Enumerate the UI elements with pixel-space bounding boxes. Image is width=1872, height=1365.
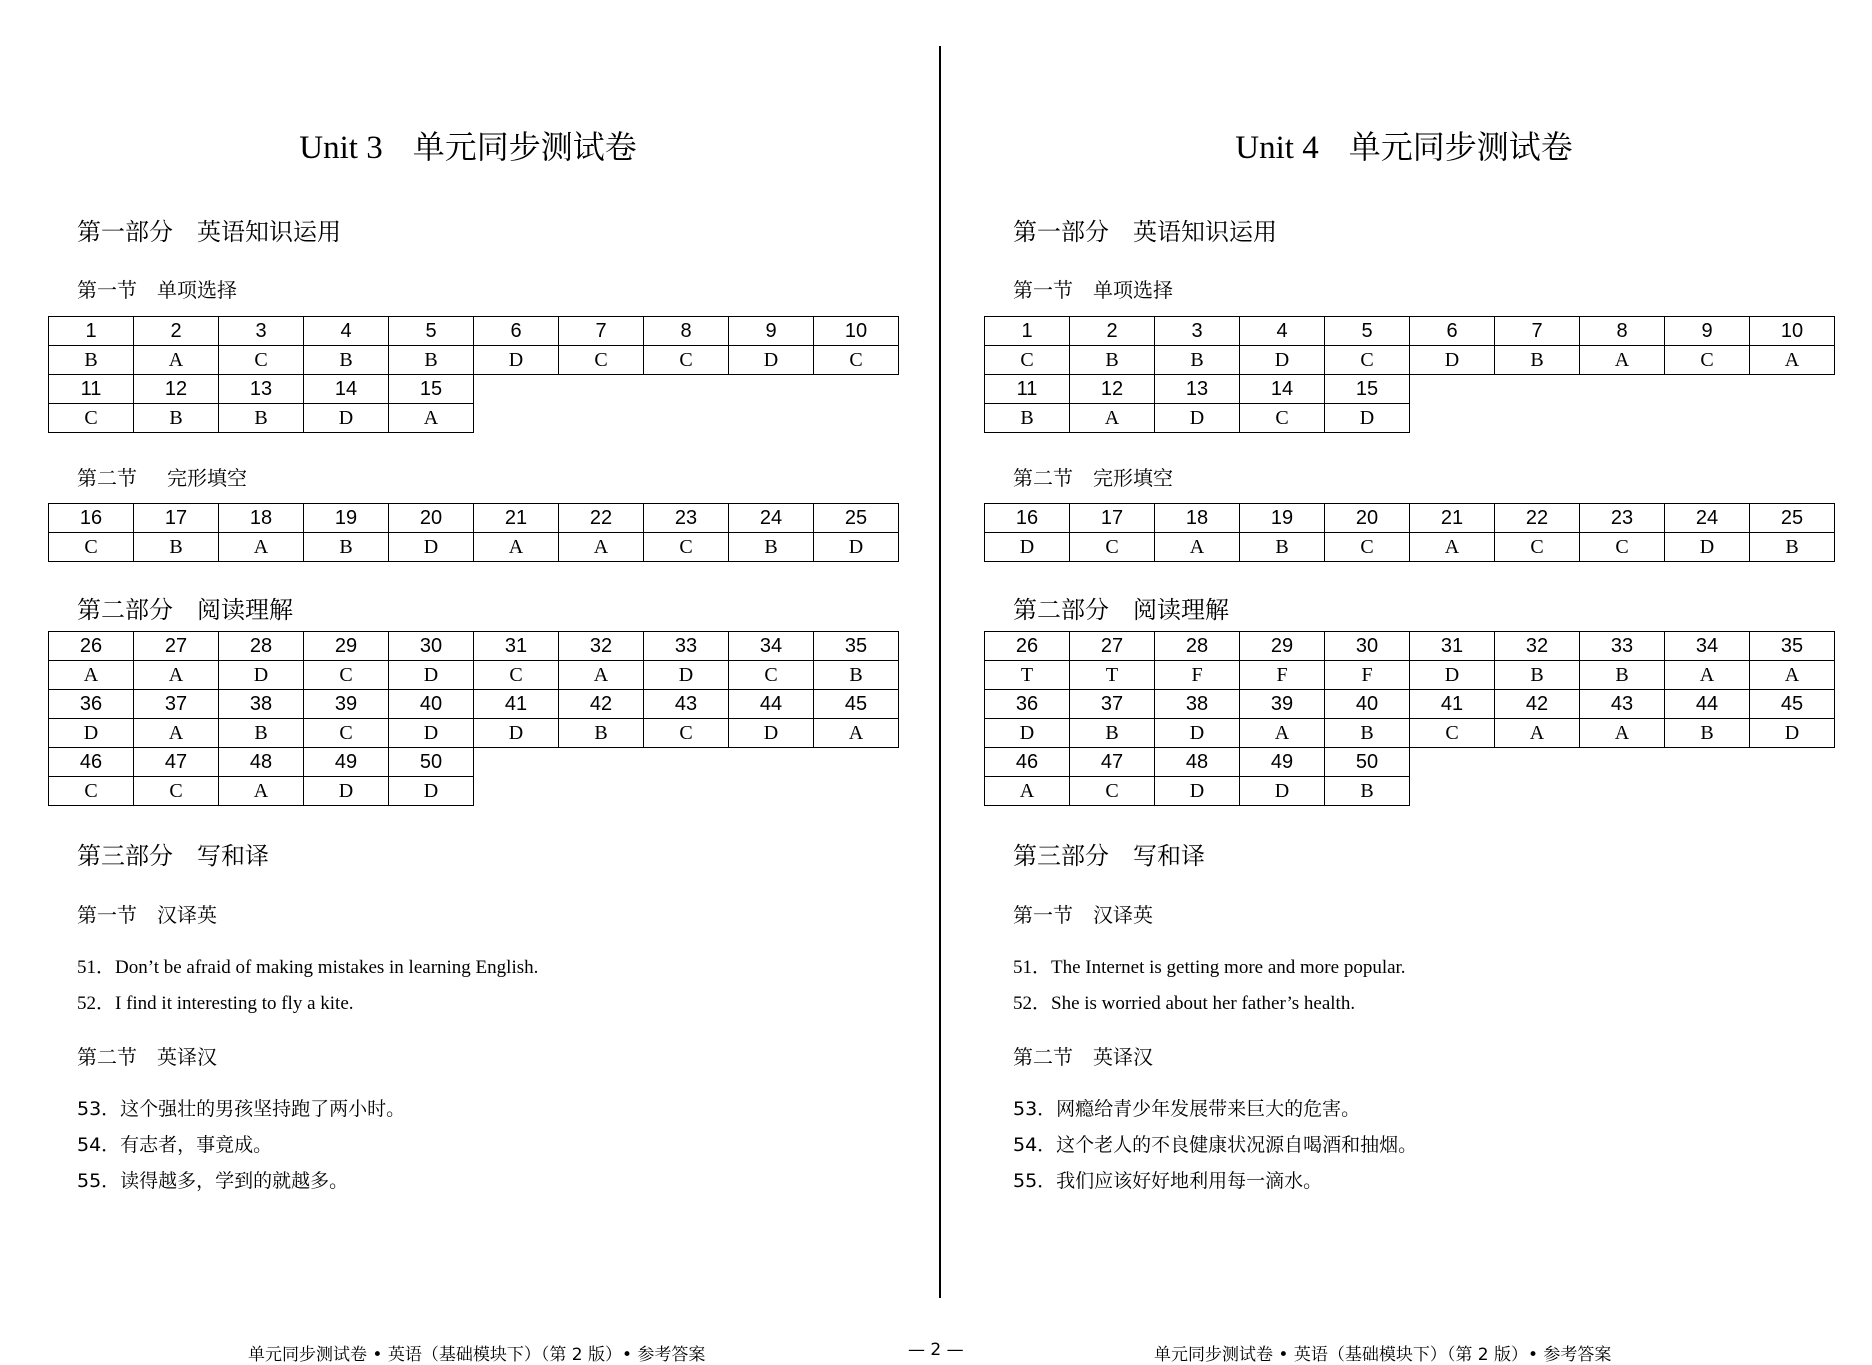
section1-heading — [77, 274, 237, 303]
answer-line: 52．I find it interesting to fly a kite. — [77, 993, 354, 1014]
table-row: A A D C D C A D C B — [49, 661, 899, 690]
table-row: 46 47 48 49 50 — [985, 748, 1835, 777]
table-row: B A C B B D C C D C — [49, 346, 899, 375]
answer-line: 55．读得越多，学到的就越多。 — [77, 1170, 349, 1192]
table-row: 11 12 13 14 15 — [985, 375, 1835, 404]
unit-label: Unit 4 — [1235, 130, 1319, 166]
section4-heading — [77, 1041, 217, 1070]
section4-number: 第二节 — [77, 1045, 137, 1069]
section3-heading — [1013, 899, 1153, 928]
section1-number: 第一节 — [1013, 278, 1073, 302]
table-row: 16 17 18 19 20 21 22 23 24 25 — [49, 504, 899, 533]
part3-heading — [77, 836, 269, 871]
section1-heading — [1013, 274, 1173, 303]
answer-table-cloze — [48, 503, 899, 562]
answer-table-reading — [984, 631, 1835, 806]
section1-number: 第一节 — [77, 278, 137, 302]
table-row: 1 2 3 4 5 6 7 8 9 10 — [49, 317, 899, 346]
section2-title: 完形填空 — [167, 466, 247, 490]
part3-title: 写和译 — [197, 842, 269, 870]
table-row: C C A D D — [49, 777, 899, 806]
table-row: 26 27 28 29 30 31 32 33 34 35 — [49, 632, 899, 661]
table-row: T T F F F D B B A A — [985, 661, 1835, 690]
table-row: D C A B C A C C D B — [985, 533, 1835, 562]
footer-left: 单元同步测试卷 • 英语（基础模块下）（第 2 版）• 参考答案 — [248, 1345, 706, 1365]
title-text: 单元同步测试卷 — [1348, 128, 1573, 166]
section2-heading — [1013, 462, 1173, 491]
left-page — [0, 0, 936, 1300]
table-row: C B A B D A A C B D — [49, 533, 899, 562]
part1-heading — [1013, 212, 1277, 247]
part1-number: 第一部分 — [1013, 218, 1109, 246]
section3-heading — [77, 899, 217, 928]
part1-heading — [77, 212, 341, 247]
answer-line: 54．有志者，事竟成。 — [77, 1134, 273, 1156]
table-row: B A D C D — [985, 404, 1835, 433]
table-row: 36 37 38 39 40 41 42 43 44 45 — [49, 690, 899, 719]
part1-title: 英语知识运用 — [197, 218, 341, 246]
section3-number: 第一节 — [1013, 903, 1073, 927]
section1-title: 单项选择 — [1093, 278, 1173, 302]
title-text: 单元同步测试卷 — [412, 128, 637, 166]
page-title — [0, 122, 936, 168]
part3-title: 写和译 — [1133, 842, 1205, 870]
section3-title: 汉译英 — [157, 903, 217, 927]
answer-line: 55．我们应该好好地利用每一滴水。 — [1013, 1170, 1323, 1192]
part2-heading — [77, 590, 293, 625]
table-row: 11 12 13 14 15 — [49, 375, 899, 404]
answer-line: 51．The Internet is getting more and more popular. — [1013, 957, 1406, 978]
table-row: 16 17 18 19 20 21 22 23 24 25 — [985, 504, 1835, 533]
section2-number: 第二节 — [77, 466, 137, 490]
answer-line: 53．这个强壮的男孩坚持跑了两小时。 — [77, 1098, 406, 1120]
section1-title: 单项选择 — [157, 278, 237, 302]
page-title — [936, 122, 1872, 168]
section3-number: 第一节 — [77, 903, 137, 927]
part2-number: 第二部分 — [1013, 596, 1109, 624]
part2-number: 第二部分 — [77, 596, 173, 624]
part1-number: 第一部分 — [77, 218, 173, 246]
table-row: 46 47 48 49 50 — [49, 748, 899, 777]
section2-title: 完形填空 — [1093, 466, 1173, 490]
section4-heading — [1013, 1041, 1153, 1070]
answer-line: 51．Don’t be afraid of making mistakes in learning English. — [77, 957, 539, 978]
part2-title: 阅读理解 — [197, 596, 293, 624]
section4-number: 第二节 — [1013, 1045, 1073, 1069]
section2-heading — [77, 462, 247, 491]
table-row: D A B C D D B C D A — [49, 719, 899, 748]
table-row: C B B D C D B A C A — [985, 346, 1835, 375]
part2-title: 阅读理解 — [1133, 596, 1229, 624]
table-row: A C D D B — [985, 777, 1835, 806]
answer-table-single-choice — [984, 316, 1835, 433]
section3-title: 汉译英 — [1093, 903, 1153, 927]
table-row: D B D A B C A A B D — [985, 719, 1835, 748]
part3-number: 第三部分 — [1013, 842, 1109, 870]
answer-line: 54．这个老人的不良健康状况源自喝酒和抽烟。 — [1013, 1134, 1418, 1156]
part3-heading — [1013, 836, 1205, 871]
table-row: 36 37 38 39 40 41 42 43 44 45 — [985, 690, 1835, 719]
right-page — [936, 0, 1872, 1300]
answer-line: 52．She is worried about her father’s health. — [1013, 993, 1356, 1014]
part3-number: 第三部分 — [77, 842, 173, 870]
answer-line: 53．网瘾给青少年发展带来巨大的危害。 — [1013, 1098, 1361, 1120]
table-row: 26 27 28 29 30 31 32 33 34 35 — [985, 632, 1835, 661]
part2-heading — [1013, 590, 1229, 625]
section2-number: 第二节 — [1013, 466, 1073, 490]
table-row: 1 2 3 4 5 6 7 8 9 10 — [985, 317, 1835, 346]
answer-table-cloze — [984, 503, 1835, 562]
section4-title: 英译汉 — [1093, 1045, 1153, 1069]
section4-title: 英译汉 — [157, 1045, 217, 1069]
part1-title: 英语知识运用 — [1133, 218, 1277, 246]
footer-right: 单元同步测试卷 • 英语（基础模块下）（第 2 版）• 参考答案 — [1154, 1345, 1612, 1365]
page-number: — 2 — — [908, 1340, 964, 1360]
table-row: C B B D A — [49, 404, 899, 433]
answer-table-single-choice — [48, 316, 899, 433]
unit-label: Unit 3 — [299, 130, 383, 166]
answer-table-reading — [48, 631, 899, 806]
